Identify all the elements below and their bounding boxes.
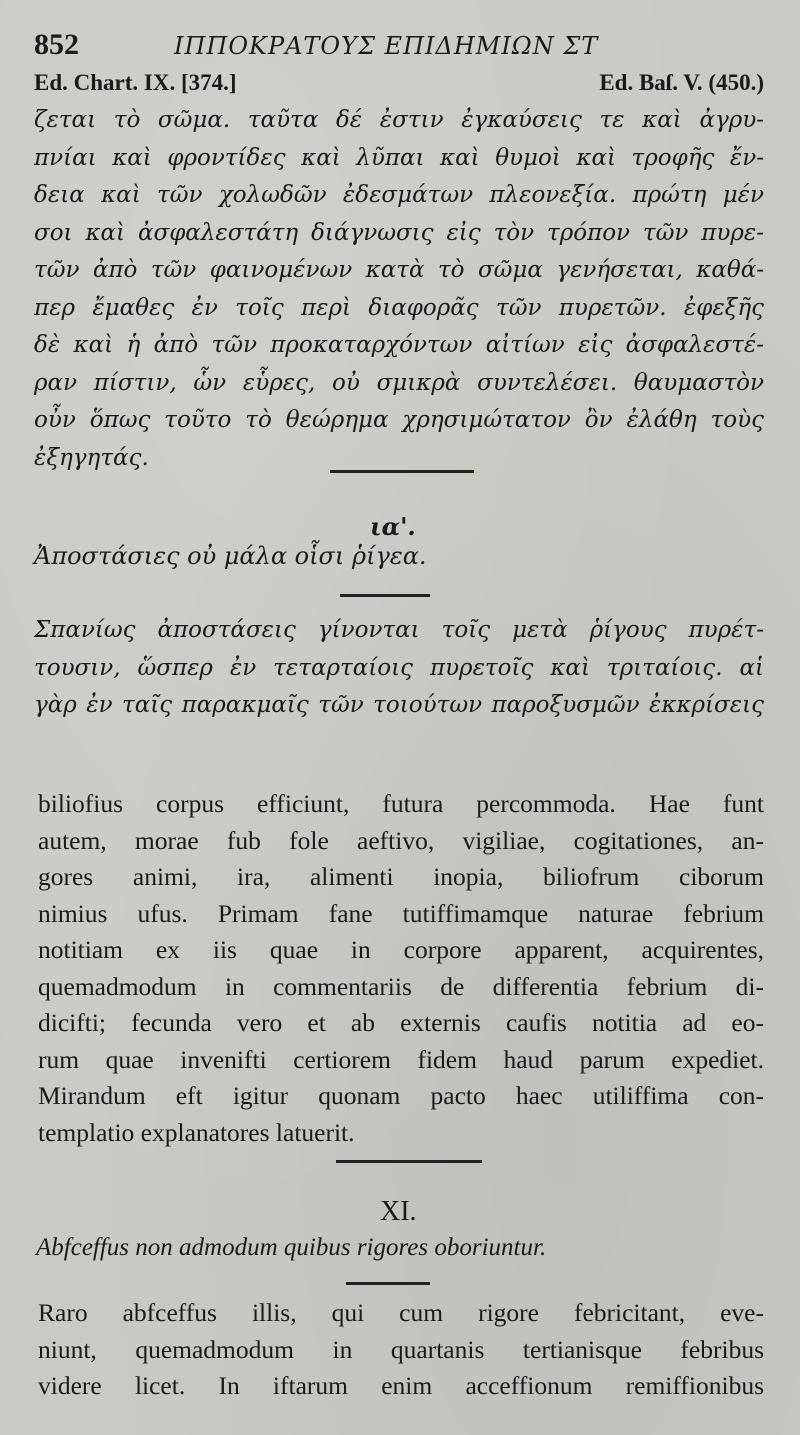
text-line: πνίαι καὶ φροντίδες καὶ λῦπαι καὶ θυμοὶ καὶ τροφῆς ἔν- [34,144,764,171]
edition-left: Ed. Chart. IX. [374.] [34,70,237,95]
edition-line [34,70,764,100]
text-line: autem, morae fub fole aeftivo, vigiliae, cogitationes, an- [38,825,764,855]
text-line: templatio explanatores latuerit. [38,1117,355,1147]
text-line: Raro abfceffus illis, qui cum rigore febricitant, eve- [38,1298,764,1327]
text-line: dicifti; fecunda vero et ab externis caufis notitia ad eo- [38,1008,764,1037]
text-line: quemadmodum in commentariis de differentia febrium di- [38,971,764,1001]
running-title: ΙΠΠΟΚΡΑΤΟΥΣ ΕΠΙΔΗΜΙΩΝ ΣΤ [174,32,599,60]
text-line: ἐξηγητάς. [34,444,149,471]
text-line: niunt, quemadmodum in quartanis tertianisque febribus [38,1334,764,1364]
latin-aphorism: Abfceffus non admodum quibus rigores oboriuntur. [36,1234,547,1261]
latin-section-number: XI. [380,1196,417,1227]
greek-paragraph-1 [34,102,764,477]
text-line: notitiam ex iis quae in corpore apparent, acquirentes, [38,935,764,964]
text-line: τουσιν, ὥσπερ ἐν τεταρταίοις πυρετοῖς καὶ τριταίοις. αἱ [34,654,764,681]
text-line: biliofius corpus efficiunt, futura percommoda. Hae funt [38,789,764,818]
text-line: τῶν ἀπὸ τῶν φαινομένων κατὰ τὸ σῶμα γενήσεται, καθά- [34,257,764,283]
greek-paragraph-2 [34,612,764,725]
aphorism-rule [346,1282,430,1285]
latin-paragraph-1 [38,786,764,1151]
aphorism-rule [340,594,430,597]
text-line: nimius ufus. Primam fane tutiffimamque naturae febrium [38,898,764,928]
text-line: δὲ καὶ ἡ ἀπὸ τῶν προκαταρχόντων αἰτίων εἰς ἀσφαλεστέ- [34,332,764,358]
text-line: videre licet. In iftarum enim acceffionum remiffionibus [38,1371,764,1400]
text-line: rum quae invenifti certiorem fidem haud parum expediet. [38,1044,764,1074]
latin-paragraph-2 [38,1295,764,1405]
edition-right: Ed. Baſ. V. (450.) [599,70,764,95]
text-line: περ ἔμαθες ἐν τοῖς περὶ διαφορᾶς τῶν πυρετῶν. ἐφεξῆς [34,294,764,321]
text-line: δεια καὶ τῶν χολωδῶν ἐδεσμάτων πλεονεξία. πρώτη μέν [34,182,764,208]
text-line: γὰρ ἐν ταῖς παρακμαῖς τῶν τοιούτων παροξυσμῶν ἐκκρίσεις [34,692,764,718]
text-line: Mirandum eft igitur quonam pacto haec utiliffima con- [38,1081,764,1110]
section-rule [336,1160,482,1163]
text-line: ζεται τὸ σῶμα. ταῦτα δέ ἐστιν ἐγκαύσεις τε καὶ ἀγρυ- [34,107,764,133]
text-line: gores animi, ira, alimenti inopia, biliofrum ciborum [38,862,764,891]
text-line: ραν πίστιν, ὧν εὗρες, οὐ σμικρὰ συντελέσει. θαυμαστὸν [34,369,764,396]
section-rule [330,470,474,473]
greek-section-number: ια'. [370,512,416,541]
greek-aphorism: Ἀποστάσιες οὐ μάλα οἷσι ῥίγεα. [34,542,427,570]
text-line: Σπανίως ἀποστάσεις γίνονται τοῖς μετὰ ῥίγους πυρέτ- [34,617,764,643]
page-header [34,28,774,64]
text-line: σοι καὶ ἀσφαλεστάτη διάγνωσις εἰς τὸν τρόπον τῶν πυρε- [34,219,764,246]
text-line: οὖν ὅπως τοῦτο τὸ θεώρημα χρησιμώτατον ὂν ἐλάθη τοὺς [34,407,764,433]
page-number: 852 [34,28,79,61]
